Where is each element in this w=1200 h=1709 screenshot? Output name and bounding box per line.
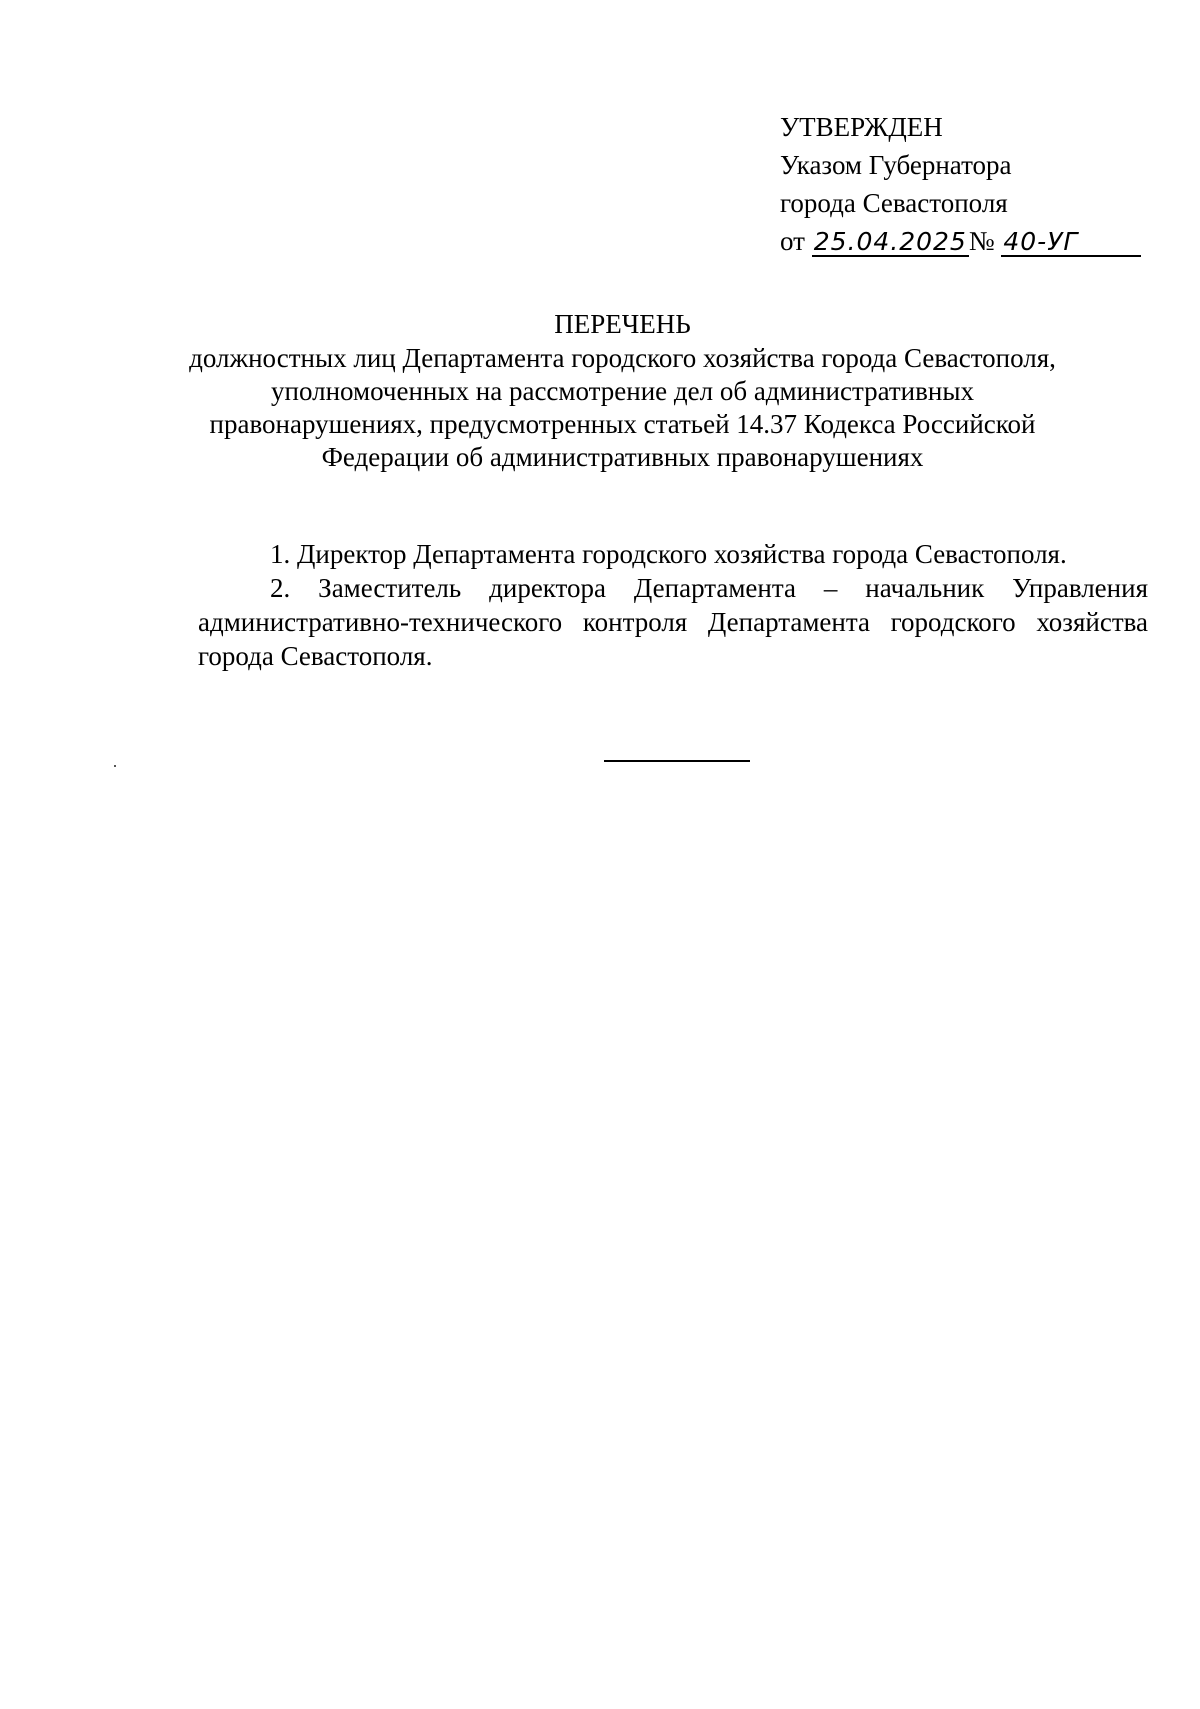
- decree-date-line: [780, 222, 1141, 260]
- subtitle-line: должностных лиц Департамента городского хозяйства города Севастополя,: [189, 343, 1056, 373]
- subtitle-line: Федерации об административных правонарушениях: [321, 442, 924, 472]
- subtitle-line: правонарушениях, предусмотренных статьей 14.37 Кодекса Российской: [209, 409, 1036, 439]
- number-sign: №: [968, 226, 995, 256]
- officials-list: [198, 537, 1148, 673]
- document-heading: [180, 308, 1065, 474]
- approval-stamp: [780, 108, 1141, 260]
- decree-label: Указом Губернатора: [780, 150, 1012, 180]
- end-separator: [604, 760, 750, 762]
- document-title: ПЕРЕЧЕНЬ: [554, 309, 691, 339]
- city-label: города Севастополя: [780, 188, 1008, 218]
- list-item: 1. Директор Департамента городского хозяйства города Севастополя.: [270, 539, 1067, 569]
- decree-date: 25.04.2025: [813, 227, 967, 256]
- decree-number: 40-УГ: [1001, 229, 1141, 257]
- subtitle-line: уполномоченных на рассмотрение дел об административных: [271, 376, 974, 406]
- approved-label: УТВЕРЖДЕН: [780, 112, 943, 142]
- scan-speck: [114, 765, 116, 767]
- date-prefix: от: [780, 226, 805, 256]
- list-item: 2. Заместитель директора Департамента – начальник Управления административно-технического контроля Департамента городского хозяйства города Севастополя.: [198, 573, 1148, 671]
